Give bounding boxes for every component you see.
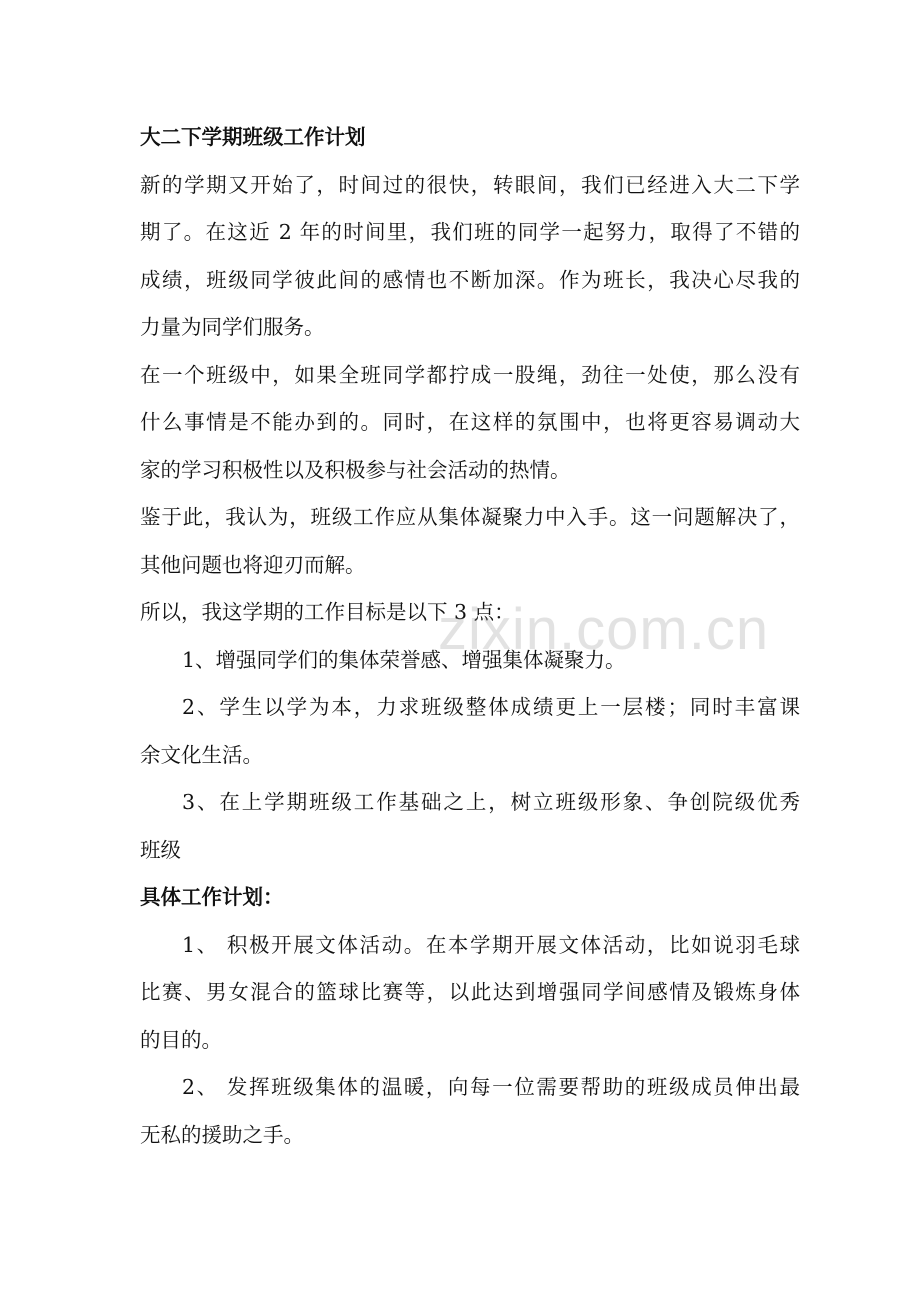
- plan-item-continuation: 的目的。: [140, 1027, 222, 1052]
- intro-line: 新的学期又开始了，时间过的很快，转眼间，我们已经进入大二下学: [140, 172, 800, 197]
- paragraph-line: 鉴于此，我认为，班级工作应从集体凝聚力中入手。这一问题解决了，: [140, 505, 800, 529]
- paragraph-line: 其他问题也将迎刃而解。: [140, 552, 366, 577]
- paragraph-line: 在一个班级中，如果全班同学都拧成一股绳，劲往一处使，那么没有: [140, 362, 800, 387]
- watermark: zixin.com.cn: [438, 597, 770, 662]
- goal-item: 1、增强同学们的集体荣誉感、增强集体凝聚力。: [182, 647, 626, 672]
- plan-heading: 具体工作计划：: [140, 885, 284, 909]
- intro-line: 力量为同学们服务。: [140, 315, 325, 339]
- plan-item-continuation: 无私的援助之手。: [140, 1122, 304, 1147]
- goal-item: 3、在上学期班级工作基础之上，树立班级形象、争创院级优秀: [182, 790, 800, 814]
- plan-item-continuation: 比赛、男女混合的篮球比赛等，以此达到增强同学间感情及锻炼身体: [140, 980, 800, 1004]
- document-title: 大二下学期班级工作计划: [140, 125, 366, 149]
- intro-line: 成绩，班级同学彼此间的感情也不断加深。作为班长，我决心尽我的: [140, 267, 800, 292]
- document-body: [140, 114, 800, 1159]
- goal-item-continuation: 班级: [140, 837, 181, 862]
- goal-item: 2、学生以学为本，力求班级整体成绩更上一层楼；同时丰富课: [182, 695, 800, 719]
- paragraph-line: 什么事情是不能办到的。同时，在这样的氛围中，也将更容易调动大: [140, 410, 800, 434]
- intro-line: 期了。在这近 2 年的时间里，我们班的同学一起努力，取得了不错的: [140, 220, 800, 244]
- plan-item: 1、 积极开展文体活动。在本学期开展文体活动，比如说羽毛球: [182, 932, 800, 957]
- goals-intro: 所以，我这学期的工作目标是以下 3 点：: [140, 600, 515, 624]
- goal-item-continuation: 余文化生活。: [140, 742, 263, 767]
- paragraph-line: 家的学习积极性以及积极参与社会活动的热情。: [140, 457, 571, 482]
- plan-item: 2、 发挥班级集体的温暖，向每一位需要帮助的班级成员伸出最: [182, 1075, 800, 1099]
